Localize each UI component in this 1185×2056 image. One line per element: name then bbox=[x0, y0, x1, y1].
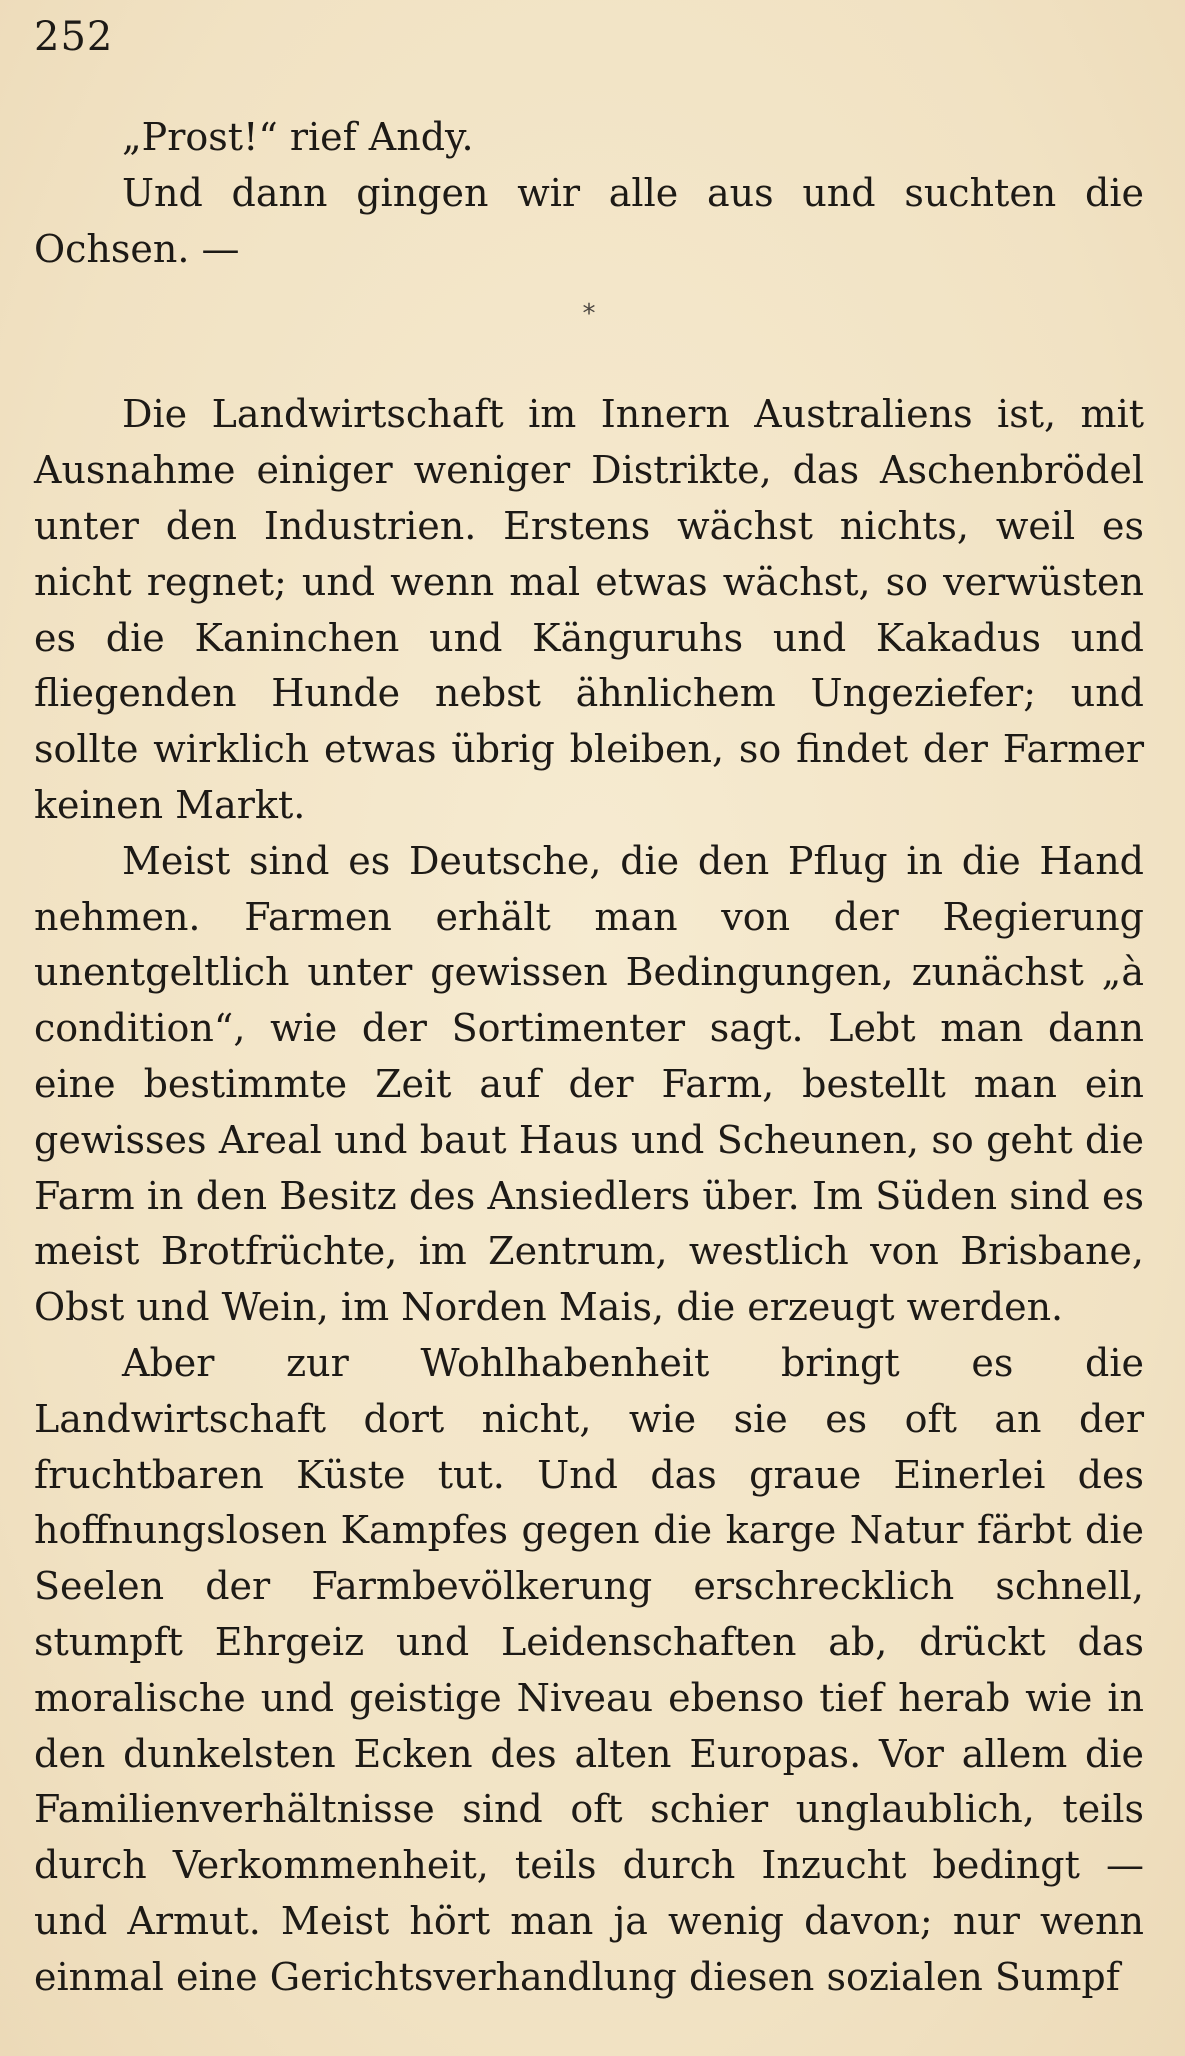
body-text bbox=[34, 110, 1144, 2006]
section-divider: * bbox=[582, 299, 596, 330]
page-number: 252 bbox=[34, 14, 114, 60]
paragraph-society: Aber zur Wohlhabenheit bringt es die Landwirtschaft dort nicht, wie sie es oft an der fruchtbaren Küste tut. Und das graue Einerlei des hoffnungslosen Kampfes gegen die karge Natur färbt die Seelen der Farmbevölkerung erschrecklich schnell, stumpft Ehrgeiz und Leidenschaften ab, drückt das moralische und geistige Niveau ebenso tief herab wie in den dunkelsten Ecken des alten Europas. Vor allem die Familienverhältnisse sind oft schier unglaublich, teils durch Verkommenheit, teils durch Inzucht bedingt — und Armut. Meist hört man ja wenig davon; nur wenn einmal eine Gerichtsverhandlung diesen sozialen Sumpf bbox=[34, 1340, 1144, 1999]
section-gap bbox=[34, 351, 1144, 387]
paragraph-ending: Und dann gingen wir alle aus und suchten die Ochsen. — bbox=[34, 170, 1144, 271]
paragraph-dialogue: „Prost!“ rief Andy. bbox=[122, 115, 474, 159]
paragraph-settlers: Meist sind es Deutsche, die den Pflug in die Hand nehmen. Farmen erhält man von der Regierung unentgeltlich unter gewissen Bedingungen, zunächst „à condition“, wie der Sortimenter sagt. Lebt man dann eine bestimmte Zeit auf der Farm, bestellt man ein gewisses Areal und baut Haus und Scheunen, so geht die Farm in den Besitz des Ansiedlers über. Im Süden sind es meist Brotfrüchte, im Zentrum, westlich von Brisbane, Obst und Wein, im Norden Mais, die erzeugt werden. bbox=[34, 838, 1144, 1330]
paragraph-agriculture: Die Landwirtschaft im Innern Australiens ist, mit Ausnahme einiger weniger Distrikte, das Aschenbrödel unter den Industrien. Erstens wächst nichts, weil es nicht regnet; und wenn mal etwas wächst, so verwüsten es die Kaninchen und Känguruhs und Kakadus und fliegenden Hunde nebst ähnlichem Ungeziefer; und sollte wirklich etwas übrig bleiben, so findet der Farmer keinen Markt. bbox=[34, 392, 1144, 827]
